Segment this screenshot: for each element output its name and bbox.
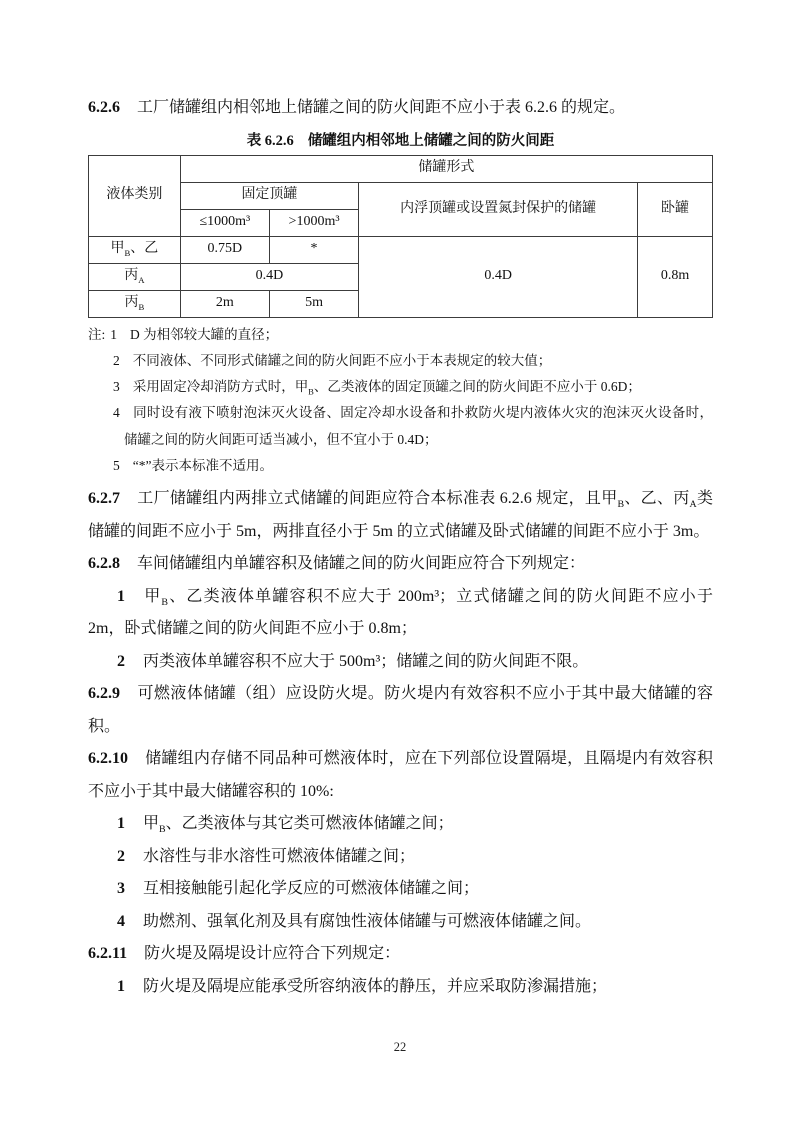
note-text: 同时设有液下喷射泡沫灭火设备、固定冷却水设备和扑救防火堤内液体火灾的泡沫灭火设备时，储罐之间的防火间距可适当减小，但不宜小于 0.4D； [124, 405, 713, 447]
note-text: 采用固定冷却消防方式时，甲$_B$、乙类液体的固定顶罐之间的防火间距不应小于 0.6D； [132, 379, 641, 397]
item-number: 4 [117, 912, 125, 930]
header-horizontal-tank: 卧罐 [638, 182, 713, 236]
clause-number: 6.2.11 [88, 945, 128, 963]
header-fixed-roof-tank: 固定顶罐 [180, 182, 358, 209]
clause-text: 储罐组内存储不同品种可燃液体时，应在下列部位设置隔堤，且隔堤内有效容积不应小于其中最大储罐容积的 10%: [88, 750, 713, 800]
item-text: 甲$_B$、乙类液体与其它类可燃液体储罐之间； [143, 815, 454, 836]
item-number: 3 [117, 880, 125, 898]
clause-6-2-11 [88, 938, 713, 971]
table-row [89, 236, 713, 263]
item-text: 助燃剂、强氧化剂及具有腐蚀性液体储罐与可燃液体储罐之间。 [143, 912, 592, 930]
table-notes [88, 322, 713, 480]
note-item [88, 348, 713, 374]
item-text: 互相接触能引起化学反应的可燃液体储罐之间； [143, 880, 480, 898]
note-text: D 为相邻较大罐的直径； [130, 326, 279, 342]
clause-6-2-11-item-1 [88, 971, 713, 1004]
clause-6-2-10-item-2 [88, 841, 713, 874]
note-number: 1 [110, 326, 118, 342]
clause-number: 6.2.6 [88, 99, 120, 116]
header-capacity-le-1000: ≤1000m³ [180, 209, 269, 236]
item-text: 甲$_B$、乙类液体单罐容积不应大于 200m³；立式储罐之间的防火间距不应小于 2m，卧式储罐之间的防火间距不应小于 0.8m； [88, 587, 713, 638]
item-number: 1 [117, 815, 125, 833]
clause-number: 6.2.9 [88, 685, 120, 703]
item-number: 1 [117, 977, 125, 995]
cell-category-jiab-yi: 甲$_B$、乙 [89, 236, 181, 263]
clause-6-2-8-item-1 [88, 581, 713, 646]
clause-6-2-8 [88, 548, 713, 581]
cell-category-bing-a: 丙$_A$ [89, 263, 181, 290]
header-inner-floating-tank: 内浮顶罐或设置氮封保护的储罐 [359, 182, 638, 236]
table-header-row-1 [89, 155, 713, 182]
header-capacity-gt-1000: >1000m³ [269, 209, 358, 236]
clause-number: 6.2.8 [88, 555, 120, 573]
clause-6-2-8-item-2 [88, 646, 713, 679]
clause-6-2-6 [88, 92, 713, 125]
clause-6-2-10-item-3 [88, 873, 713, 906]
clause-6-2-10-item-4 [88, 906, 713, 939]
clause-6-2-10-item-1 [88, 808, 713, 841]
cell-floating-distance: 0.4D [359, 236, 638, 317]
clause-text: 防火堤及隔堤设计应符合下列规定： [144, 945, 401, 963]
cell-jiab-fixed-le: 0.75D [180, 236, 269, 263]
table-title-text: 储罐组内相邻地上储罐之间的防火间距 [307, 132, 555, 149]
clause-number: 6.2.10 [88, 750, 128, 768]
note-text: 不同液体、不同形式储罐之间的防火间距不应小于本表规定的较大值； [132, 352, 552, 368]
clause-6-2-9 [88, 678, 713, 743]
clause-6-2-10 [88, 743, 713, 808]
note-item [88, 400, 713, 453]
clause-text: 可燃液体储罐（组）应设防火堤。防火堤内有效容积不应小于其中最大储罐的容积。 [88, 685, 713, 735]
note-number: 4 [113, 405, 120, 421]
note-text: “*”表示本标准不适用。 [132, 457, 273, 473]
table-title-number: 表 6.2.6 [246, 132, 294, 149]
clause-6-2-7 [88, 483, 713, 548]
table-header-row-2 [89, 182, 713, 209]
header-liquid-category: 液体类别 [89, 155, 181, 236]
cell-bing-b-fixed-le: 2m [180, 290, 269, 317]
item-text: 丙类液体单罐容积不应大于 500m³；储罐之间的防火间距不限。 [143, 652, 589, 670]
item-number: 1 [117, 587, 125, 605]
note-item [88, 374, 713, 400]
table-title [88, 131, 713, 151]
item-number: 2 [117, 847, 125, 865]
cell-bing-a-fixed: 0.4D [180, 263, 358, 290]
cell-category-bing-b: 丙$_B$ [89, 290, 181, 317]
note-number: 5 [113, 457, 120, 473]
clause-text: 车间储罐组内单罐容积及储罐之间的防火间距应符合下列规定： [137, 555, 586, 573]
clause-text: 工厂储罐组内相邻地上储罐之间的防火间距不应小于表 6.2.6 的规定。 [137, 99, 626, 116]
clause-text: 工厂储罐组内两排立式储罐的间距应符合本标准表 6.2.6 规定，且甲$_B$、乙、丙$_A$类储罐的间距不应小于 5m，两排直径小于 5m 的立式储罐及卧式储罐的间距不应小于 3m。 [88, 490, 713, 540]
item-number: 2 [117, 652, 125, 670]
cell-bing-b-fixed-gt: 5m [269, 290, 358, 317]
item-text: 防火堤及隔堤应能承受所容纳液体的静压，并应采取防渗漏措施； [143, 977, 608, 995]
note-number: 2 [113, 352, 120, 368]
page-content [88, 92, 713, 1003]
cell-jiab-fixed-gt: * [269, 236, 358, 263]
cell-horizontal-distance: 0.8m [638, 236, 713, 317]
page-number: 22 [393, 1040, 407, 1054]
note-number: 3 [113, 379, 120, 395]
note-item [88, 453, 713, 479]
fire-distance-table [88, 155, 713, 318]
header-tank-form: 储罐形式 [180, 155, 712, 182]
notes-label: 注: [88, 326, 106, 342]
item-text: 水溶性与非水溶性可燃液体储罐之间； [143, 847, 416, 865]
clause-number: 6.2.7 [88, 490, 120, 508]
note-item [88, 322, 713, 348]
